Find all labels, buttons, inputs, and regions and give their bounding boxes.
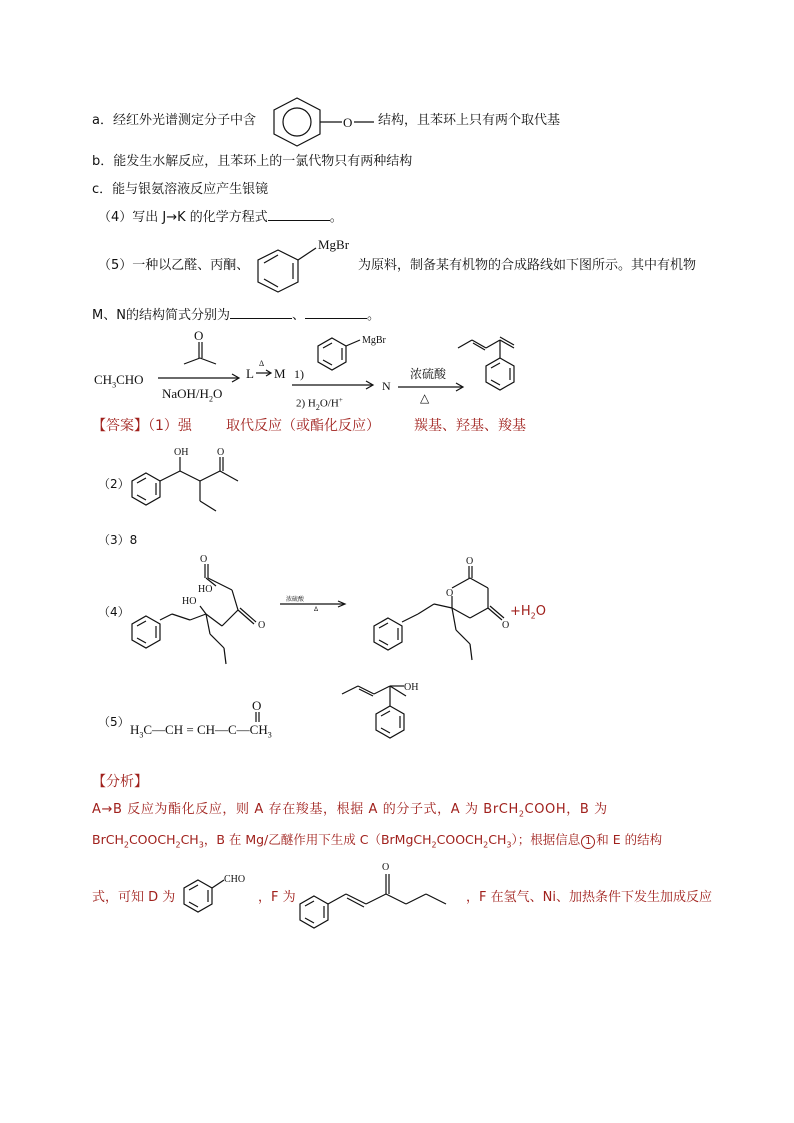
route-arrow-1 [158, 374, 243, 382]
phenyl-mgbr-structure [256, 232, 356, 292]
item-a-text: a．经红外光谱测定分子中含 [92, 113, 256, 128]
answer-2-structure [130, 445, 250, 525]
analysis-line-1: A→B 反应为酯化反应，则 A 存在羧基，根据 A 的分子式，A 为 BrCH$_2$COOH，B 为 [92, 802, 608, 819]
benzene-ring [258, 250, 298, 292]
item-a-post: 结构，且苯环上只有两个取代基 [378, 113, 561, 128]
hydroxyl-label: OH [174, 447, 189, 458]
phenoxy-structure [270, 96, 380, 146]
acid-oxygen: O [200, 554, 208, 565]
analysis-line-3-b: ，F 为 [258, 890, 296, 905]
answer-5-label: （5） [98, 715, 130, 729]
answer-blank-n[interactable] [305, 306, 367, 319]
answer-1b: 取代反应（或酯化反应） [226, 418, 380, 434]
benzaldehyde-structure [180, 870, 250, 920]
answer-line-1: 【答案】（1）强 [92, 418, 192, 434]
hydroxyl-label: OH [404, 682, 419, 693]
compound-f-structure [296, 856, 466, 932]
answer-4-label: （4） [98, 605, 130, 619]
item-b-text: b．能发生水解反应，且苯环上的一氯代物只有两种结构 [92, 154, 413, 169]
route-step2: 2) $H_2O/H^+$ [296, 396, 343, 412]
tertiary-ho: HO [182, 596, 197, 607]
answer-blank-m[interactable] [230, 306, 292, 319]
route-cond3-top: 浓硫酸 [410, 367, 447, 381]
benzene-aromatic-circle [283, 108, 311, 136]
answer-2-label: （2） [98, 477, 130, 491]
route-step1: 1) [294, 367, 304, 381]
route-start: $CH_3CHO$ [94, 372, 144, 390]
carbonyl-oxygen: O [217, 447, 225, 458]
carbonyl-oxygen: O [382, 862, 390, 873]
route-arrow-2 [292, 381, 377, 389]
question-5-pre: （5）一种以乙醛、丙酮、 [98, 258, 250, 273]
item-c-text: c．能与银氨溶液反应产生银镜 [92, 182, 269, 197]
answer-4-arrow-bottom: Δ [314, 606, 319, 613]
answer-5-formula: $H_3C—CH$ = $CH—C—CH_3$ [130, 722, 272, 740]
carbonyl-oxygen: O [252, 698, 262, 713]
acetone-structure [180, 328, 230, 364]
route-m: M [274, 366, 286, 381]
analysis-line-3-a: 式，可知 D 为 [92, 890, 176, 905]
answer-5-structure [340, 680, 430, 760]
mgbr-label: MgBr [318, 237, 350, 252]
answer-4-reactant [128, 556, 278, 676]
answer-blank[interactable] [268, 208, 330, 221]
route-phenyl-mgbr [316, 334, 406, 380]
analysis-line-2: $BrCH_2COOCH_2CH_3$，B 在 Mg/乙醚作用下生成 $C(BrMgCH_2COOCH_2CH_3)$；根据信息 1 和 E 的结构 [92, 832, 663, 850]
info-number-circle: 1 [581, 835, 595, 849]
route-cond3-bottom: △ [420, 391, 430, 405]
route-delta-small: Δ [259, 359, 265, 368]
route-arrow-l-m [256, 369, 274, 377]
lactone-oxygen: O [466, 556, 474, 567]
question-4: （4）写出 J→K 的化学方程式 。 [98, 210, 343, 225]
answer-4-product [360, 556, 520, 676]
ketone-oxygen: O [502, 620, 510, 631]
question-5-post: 为原料，制备某有机物的合成路线如下图所示。其中有机物 [358, 258, 697, 273]
analysis-label: 【分析】 [92, 774, 148, 790]
route-cond1: NaOH/$H_2O$ [162, 386, 223, 404]
analysis-line-3-c: ，F 在氢气、Ni、加热条件下发生加成反应 [466, 890, 712, 905]
answer-1c: 羰基、羟基、羧基 [414, 418, 526, 434]
answer-3: （3）8 [98, 533, 138, 547]
route-product-structure [456, 336, 536, 410]
oxygen-atom: O [343, 115, 353, 130]
answer-4-water: $+H_2O$ [510, 604, 546, 621]
answer-4-arrow-top: 浓硫酸 [286, 596, 305, 603]
acid-ho: HO [198, 584, 213, 595]
route-n: N [382, 379, 391, 393]
route-mgbr-label: MgBr [362, 335, 386, 346]
answer-5-carbonyl [248, 700, 268, 724]
ketone-oxygen: O [258, 620, 266, 631]
aldehyde-label: CHO [224, 874, 246, 885]
ring-oxygen: O [446, 588, 454, 599]
route-l: L [246, 366, 254, 381]
benzene-ring [274, 98, 320, 146]
acetone-oxygen: O [194, 328, 204, 343]
question-5-line2: M、N的结构简式分别为 、 。 [92, 308, 380, 323]
